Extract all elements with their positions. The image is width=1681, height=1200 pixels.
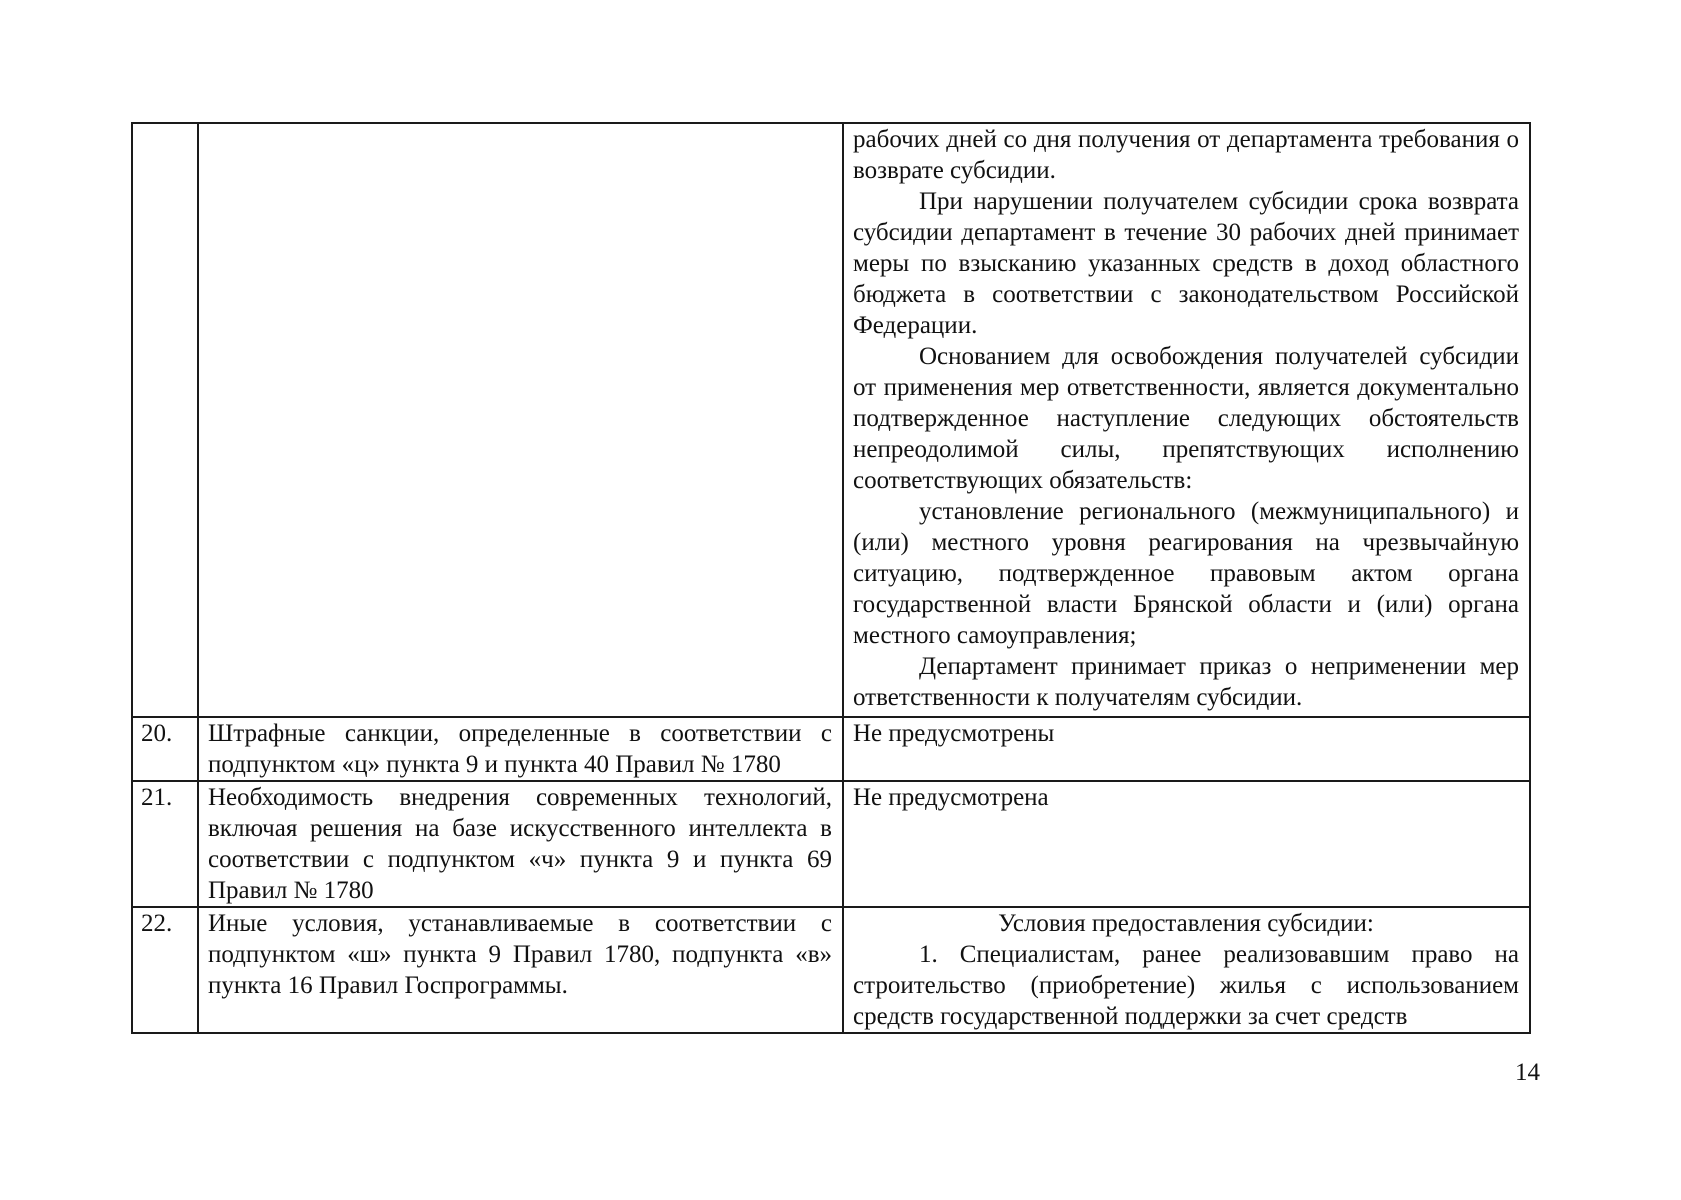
paragraph-conditions-heading: Условия предоставления субсидии: (998, 910, 1374, 937)
condition-value-cell (843, 123, 1530, 717)
page-number: 14 (1515, 1059, 1540, 1086)
paragraph-penalties-name: Штрафные санкции, определенные в соответствии с подпунктом «ц» пункта 9 и пункта 40 Правил № 1780 (208, 720, 832, 778)
paragraph-penalties-value: Не предусмотрены (853, 720, 1055, 747)
condition-name-cell (198, 907, 843, 1033)
paragraph-other-conditions-name: Иные условия, устанавливаемые в соответствии с подпунктом «ш» пункта 9 Правил 1780, подпункта «в» пункта 16 Правил Госпрограммы. (208, 910, 832, 999)
row-number-cell (132, 123, 198, 717)
row-number-cell: 22. (132, 907, 198, 1033)
condition-value-cell (843, 907, 1530, 1033)
paragraph-return-deadline: рабочих дней со дня получения от департамента требования о возврате субсидии. (853, 126, 1519, 184)
row-number-cell: 21. (132, 781, 198, 907)
paragraph-department-order: Департамент принимает приказ о неприменении мер ответственности к получателям субсидии. (853, 653, 1519, 711)
condition-name-cell (198, 123, 843, 717)
paragraph-condition-1: 1. Специалистам, ранее реализовавшим право на строительство (приобретение) жилья с использованием средств государственной поддержки за счет средств (853, 941, 1519, 1030)
table-row (132, 717, 1530, 781)
condition-value-cell (843, 717, 1530, 781)
table-row (132, 123, 1530, 717)
condition-name-cell (198, 717, 843, 781)
document-table (131, 122, 1531, 1034)
paragraph-technology-value: Не предусмотрена (853, 784, 1049, 811)
table-row (132, 781, 1530, 907)
paragraph-recovery-measures: При нарушении получателем субсидии срока возврата субсидии департамент в течение 30 рабочих дней принимает меры по взысканию указанных средств в доход областного бюджета в соответствии с законодательством Российской Федерации. (853, 188, 1519, 339)
paragraph-exemption-grounds: Основанием для освобождения получателей субсидии от применения мер ответственности, является документально подтвержденное наступление следующих обстоятельств непреодолимой силы, препятствующих исполнению соответствующих обязательств: (853, 343, 1519, 494)
paragraph-technology-name: Необходимость внедрения современных технологий, включая решения на базе искусственного интеллекта в соответствии с подпунктом «ч» пункта 9 и пункта 69 Правил № 1780 (208, 784, 832, 904)
condition-value-cell (843, 781, 1530, 907)
condition-name-cell (198, 781, 843, 907)
table-row (132, 907, 1530, 1033)
row-number-cell: 20. (132, 717, 198, 781)
paragraph-emergency-regime: установление регионального (межмуниципального) и (или) местного уровня реагирования на чрезвычайную ситуацию, подтвержденное правовым актом органа государственной власти Брянской области и (или) органа местного самоуправления; (853, 498, 1519, 649)
